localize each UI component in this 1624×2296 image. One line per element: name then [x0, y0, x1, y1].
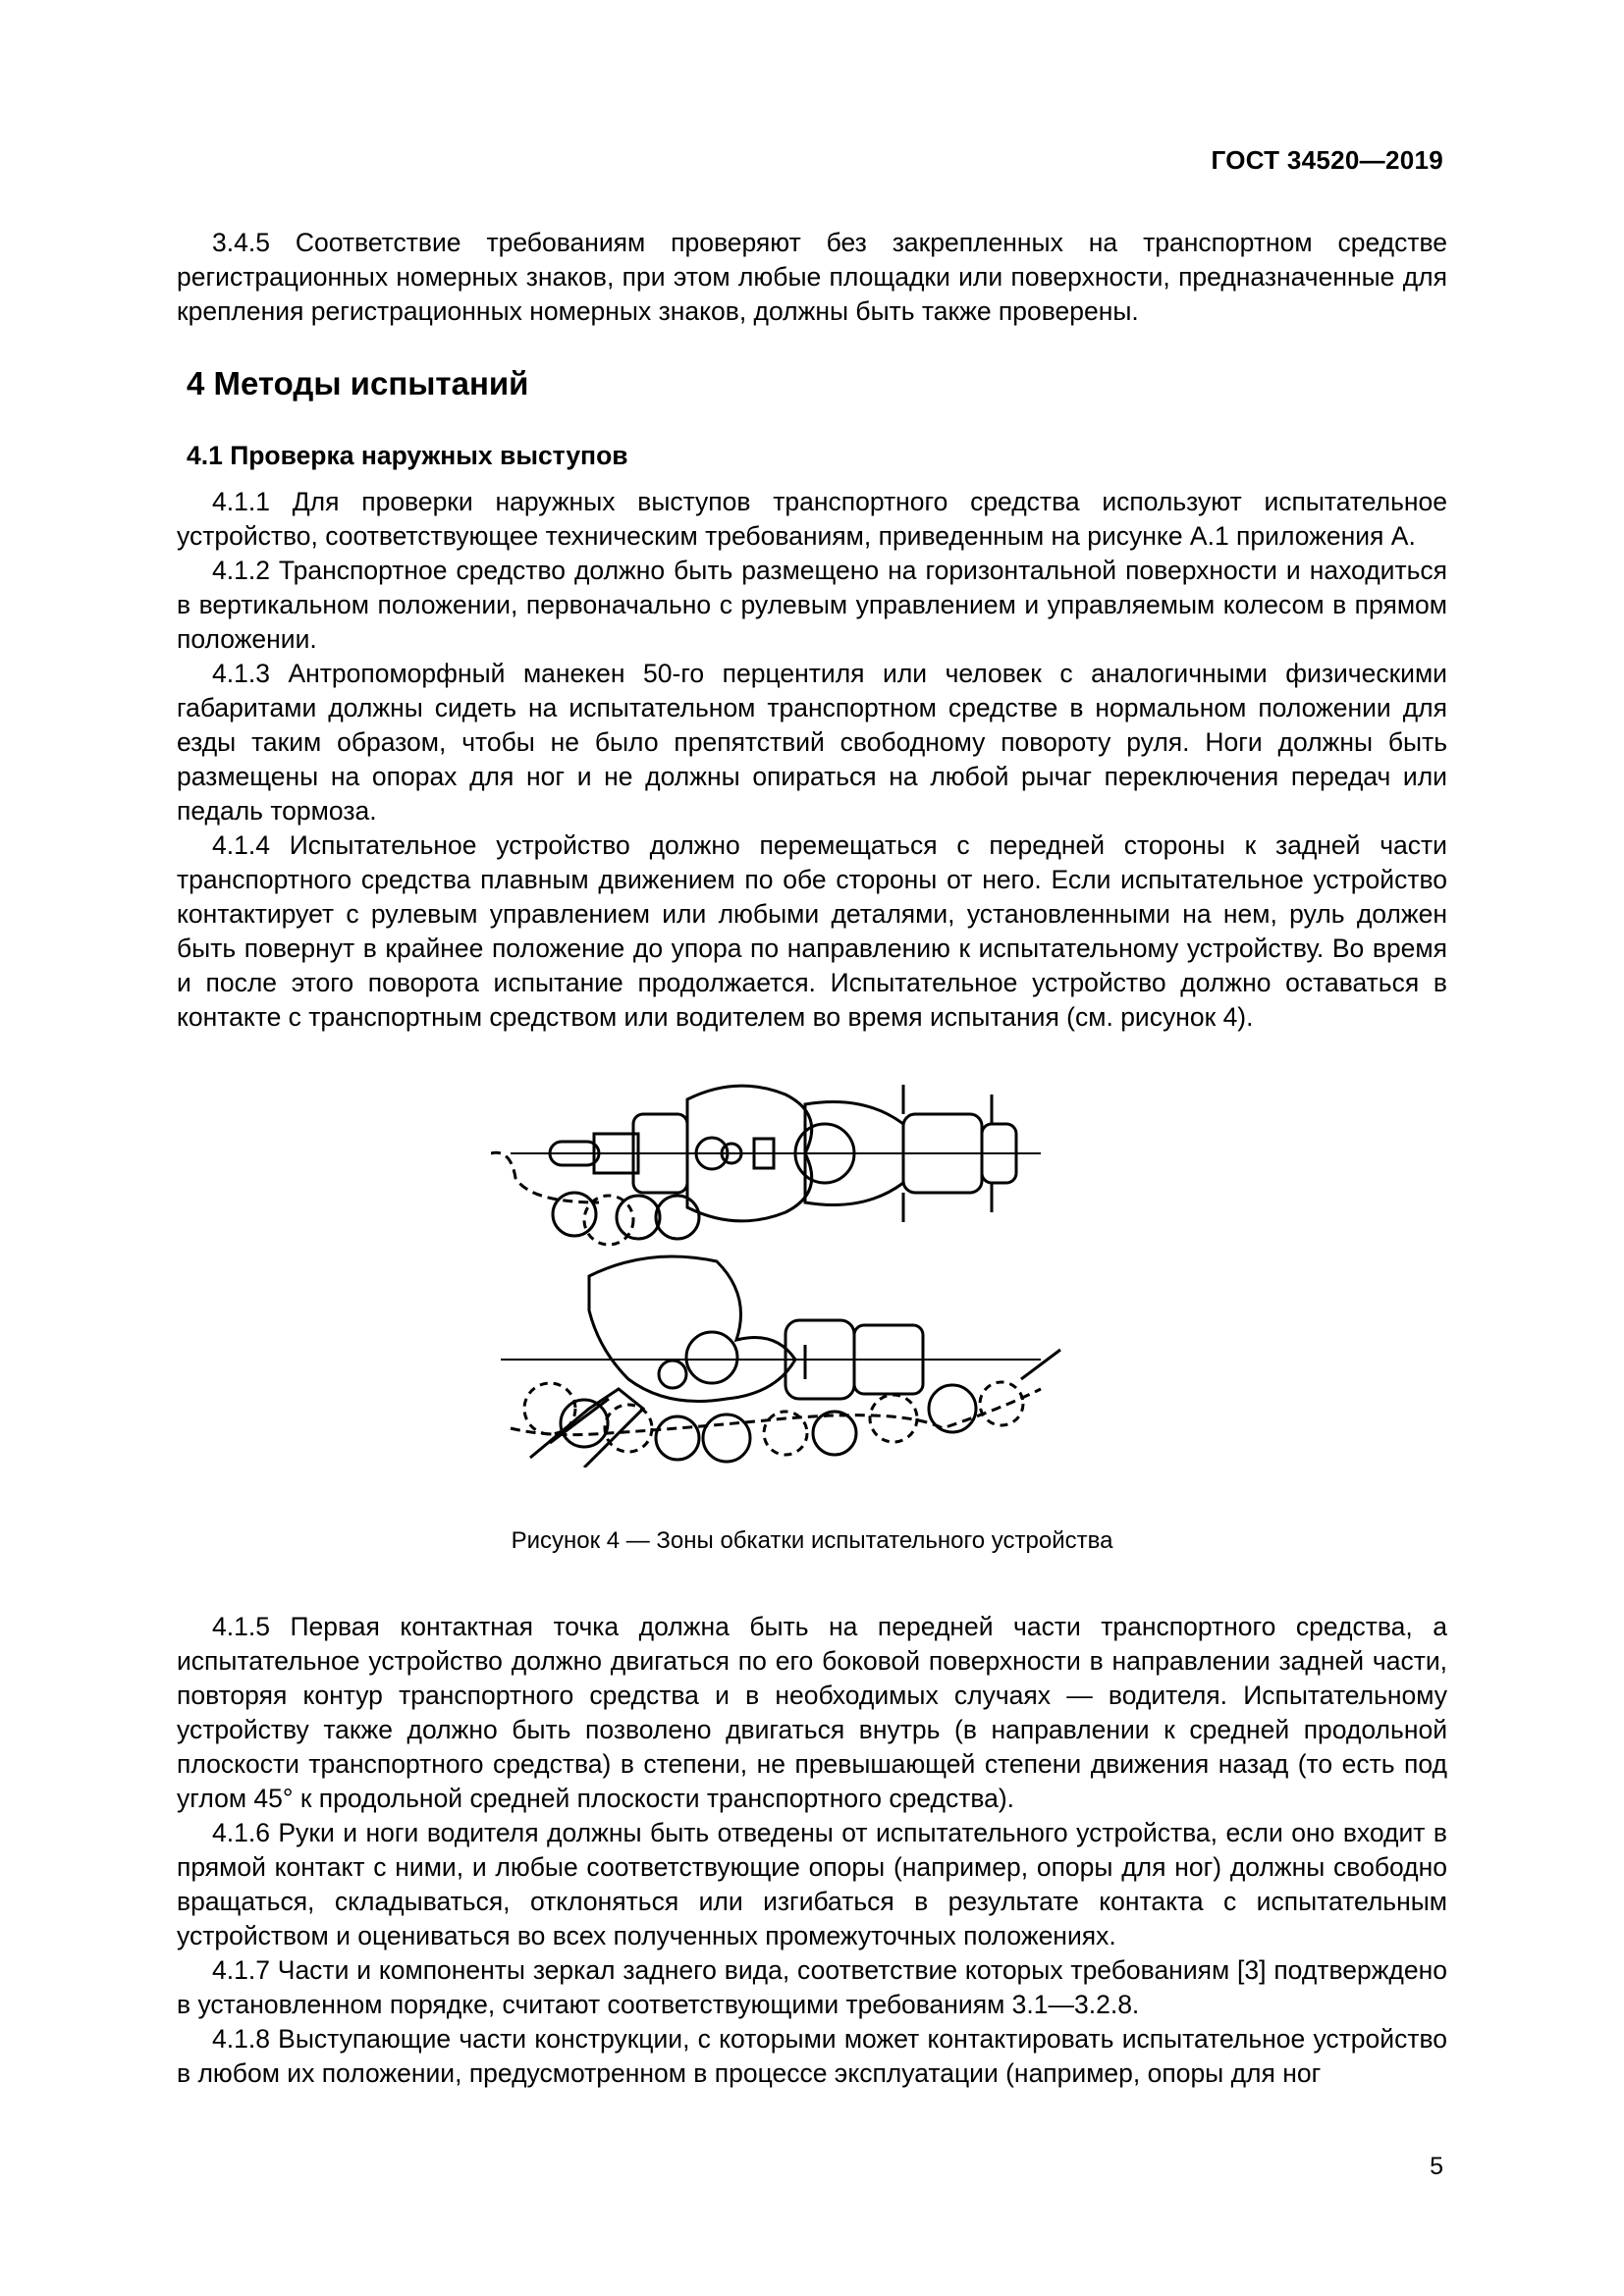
motorcycle-straight-icon [491, 1085, 1041, 1245]
paragraph-4-1-4: 4.1.4 Испытательное устройство должно перемещаться с передней стороны к задней части транспортного средства плавным движением по обе стороны от него. Если испытательное устройство контактирует с рулевым управлением или любыми деталями, установленными на нем, руль должен быть повернут в крайнее положение до упора по направлению к испытательному устройству. Во время и после этого поворота испытание продолжается. Испытательное устройство должно оставаться в контакте с транспортным средством или водителем во время испытания (см. рисунок 4). [177, 830, 1447, 1032]
motorcycle-turned-icon [501, 1256, 1060, 1468]
paragraph-4-1-3: 4.1.3 Антропоморфный манекен 50-го перцентиля или человек с аналогичными физическими габаритами должны сидеть на испытательном транспортном средстве в нормальном положении для езды таким образом, чтобы не было препятствий свободному повороту руля. Ноги должны быть размещены на опорах для ног и не должны опираться на любой рычаг переключения передач или педаль тормоза. [177, 659, 1447, 826]
paragraph-3-4-5: 3.4.5 Соответствие требованиям проверяют без закрепленных на транспортном средстве регистрационных номерных знаков, при этом любые площадки или поверхности, предназначенные для крепления регистрационных номерных знаков, должны быть также проверены. [177, 228, 1447, 326]
paragraph-4-1-2: 4.1.2 Транспортное средство должно быть размещено на горизонтальной поверхности и находиться в вертикальном положении, первоначально с рулевым управлением и управляемым колесом в прямом положении. [177, 556, 1447, 654]
motorcycle-test-zones-figure [491, 1055, 1080, 1468]
paragraph-4-1-1: 4.1.1 Для проверки наружных выступов транспортного средства используют испытательное устройство, соответствующее техническим требованиям, приведенным на рисунке А.1 приложения А. [177, 487, 1447, 551]
paragraph-4-1-7: 4.1.7 Части и компоненты зеркал заднего вида, соответствие которых требованиям [3] подтверждено в установленном порядке, считают соответствующими требованиям 3.1—3.2.8. [177, 1955, 1447, 2019]
page-number: 5 [1430, 2153, 1443, 2180]
paragraph-4-1-8: 4.1.8 Выступающие части конструкции, с которыми может контактировать испытательное устройство в любом их положении, предусмотренном в процессе эксплуатации (например, опоры для ног [177, 2024, 1447, 2088]
page-body-continued [177, 1610, 1447, 2091]
standard-number: ГОСТ 34520—2019 [1211, 145, 1443, 175]
subsection-title: 4.1 Проверка наружных выступов [187, 441, 628, 470]
paragraph-4-1-5: 4.1.5 Первая контактная точка должна быть на передней части транспортного средства, а испытательное устройство должно двигаться по его боковой поверхности в направлении задней части, повторяя контур транспортного средства и в необходимых случаях — водителя. Испытательному устройству также должно быть позволено двигаться внутрь (в направлении к средней продольной плоскости транспортного средства) в степени, не превышающей степени движения назад (то есть под углом 45° к продольной средней плоскости транспортного средства). [177, 1612, 1447, 1813]
figure-caption: Рисунок 4 — Зоны обкатки испытательного устройства [511, 1527, 1113, 1554]
section-title: 4 Методы испытаний [187, 365, 529, 401]
page-body [177, 226, 1447, 1035]
paragraph-4-1-6: 4.1.6 Руки и ноги водителя должны быть отведены от испытательного устройства, если оно входит в прямой контакт с ними, и любые соответствующие опоры (например, опоры для ног) должны свободно вращаться, складываться, отклоняться или изгибаться в результате контакта с испытательным устройством и оцениваться во всех полученных промежуточных положениях. [177, 1818, 1447, 1950]
